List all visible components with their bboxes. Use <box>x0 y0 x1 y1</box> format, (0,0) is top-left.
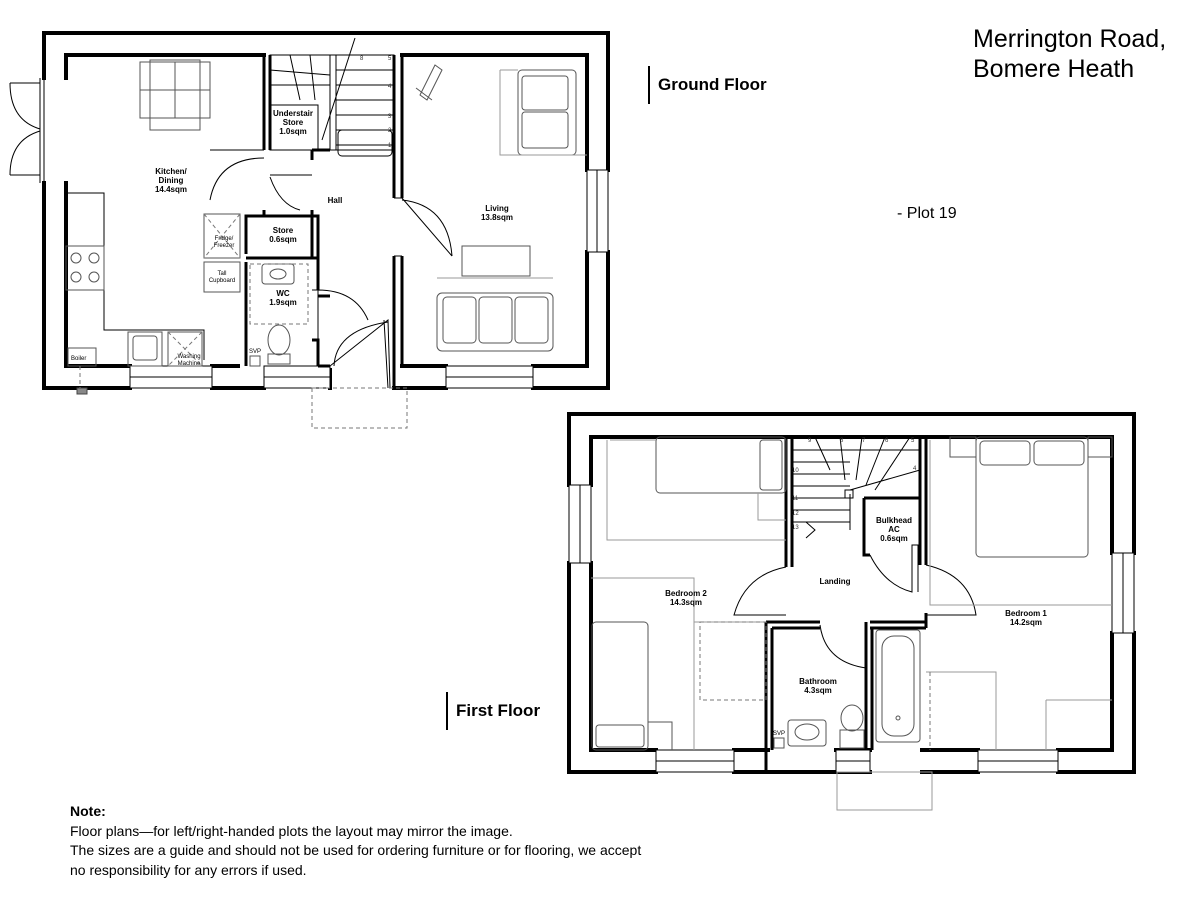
first-floor-title-text: First Floor <box>456 701 541 720</box>
bulkhead-label: Bulkhead <box>875 516 913 525</box>
gf-stair-step-label: 3 <box>388 114 392 120</box>
ff-outer-wall <box>569 414 1134 772</box>
understair-label: Store <box>282 118 304 127</box>
wc-label: WC <box>276 289 290 298</box>
ground-floor-title-text: Ground Floor <box>658 75 767 94</box>
wc-area: 1.9sqm <box>269 298 297 307</box>
ff-stair-step-label: 7 <box>862 438 866 444</box>
ff-door-bulkhead <box>870 545 918 592</box>
ff-stair-step-label: 6 <box>885 438 889 444</box>
tall-cupboard <box>204 262 240 292</box>
fridge-freezer-label: Fridge/ <box>214 236 234 242</box>
first-floor-title <box>446 692 540 730</box>
gf-front-door <box>330 320 390 388</box>
bathroom-label: Bathroom <box>799 677 837 686</box>
kitchen-area: 14.4sqm <box>154 185 188 194</box>
address-line-2: Bomere Heath <box>973 55 1135 83</box>
first-floor-plan <box>569 414 1134 810</box>
store-label: Store <box>272 226 294 235</box>
ff-bathroom-fixtures <box>774 630 920 748</box>
ff-stair-step-label: 8 <box>840 438 844 444</box>
property-address <box>973 24 1166 84</box>
living-area: 13.8sqm <box>480 213 514 222</box>
kitchen-label: Dining <box>158 176 184 185</box>
gf-door-kitchen <box>210 150 264 200</box>
note-line-2: The sizes are a guide and should not be used for ordering furniture or for flooring, we accept <box>70 842 642 858</box>
ff-stair-step-label: 5 <box>911 438 915 444</box>
address-line-1: Merrington Road, <box>973 25 1167 53</box>
gf-door-living <box>394 198 452 256</box>
gf-stair-step-label: 1 <box>388 143 392 149</box>
gf-stair-step-label: 8 <box>360 56 364 62</box>
hob <box>66 246 104 290</box>
plot-number: - Plot 19 <box>897 205 957 222</box>
landing-label: Landing <box>819 577 851 586</box>
ground-floor-plan <box>10 33 608 428</box>
gf-internal-walls <box>246 55 402 388</box>
tall-cupboard-label: Tall <box>217 271 227 277</box>
gf-stair-step-label: 4 <box>388 84 392 90</box>
bulkhead-label: AC <box>888 525 900 534</box>
ff-door-bathroom <box>820 622 866 668</box>
washing-machine-label: Machine <box>177 361 201 367</box>
ff-stair-step-label: 11 <box>792 496 799 502</box>
fridge-freezer-label: Freezer <box>213 243 235 249</box>
bedroom1-area: 14.2sqm <box>1009 618 1043 627</box>
understair-area: 1.0sqm <box>279 127 307 136</box>
living-label: Living <box>485 204 509 213</box>
ff-door-bed2 <box>734 567 786 615</box>
disclaimer-note <box>70 802 641 880</box>
note-line-1: Floor plans—for left/right-handed plots the layout may mirror the image. <box>70 822 513 839</box>
hall-label: Hall <box>327 196 343 205</box>
ff-stair-step-label: 10 <box>792 468 799 474</box>
gf-stair-step-label: 2 <box>388 128 392 134</box>
bulkhead-area: 0.6sqm <box>880 534 908 543</box>
ff-bedroom1-furniture <box>926 437 1112 750</box>
bedroom1-label: Bedroom 1 <box>1005 609 1047 618</box>
ff-stair-step-label: 12 <box>792 511 799 517</box>
ff-internal-walls <box>766 437 926 772</box>
gf-stairs <box>270 38 394 156</box>
note-line-3: no responsibility for any errors if used. <box>70 861 307 878</box>
kitchen-label: Kitchen/ <box>155 167 187 176</box>
bedroom2-area: 14.3sqm <box>669 598 703 607</box>
boiler-label: Boiler <box>71 356 87 362</box>
gf-svp-label: SVP <box>249 349 262 355</box>
ff-stair-step-label: 4 <box>913 466 917 472</box>
understair-label: Understair <box>272 109 314 118</box>
bedroom2-label: Bedroom 2 <box>665 589 707 598</box>
ff-stair-step-label: 9 <box>808 438 812 444</box>
ground-floor-title <box>648 66 767 104</box>
tall-cupboard-label: Cupboard <box>208 278 236 284</box>
gf-kitchen-furniture <box>66 60 240 394</box>
ff-stair-step-label: 13 <box>792 525 799 531</box>
gf-front-step <box>312 388 407 428</box>
gf-inner-wall <box>66 55 587 366</box>
gf-outer-wall <box>44 33 608 388</box>
note-title: Note: <box>70 803 106 819</box>
gf-patio-doors <box>10 78 44 183</box>
store-area: 0.6sqm <box>269 235 297 244</box>
washing-machine-label: Washing <box>177 354 201 360</box>
gf-stair-step-label: 5 <box>388 56 392 62</box>
ff-door-bed1 <box>926 565 976 615</box>
ff-svp-label: SVP <box>773 731 786 737</box>
gf-door-store <box>270 175 312 210</box>
bathroom-area: 4.3sqm <box>804 686 832 695</box>
